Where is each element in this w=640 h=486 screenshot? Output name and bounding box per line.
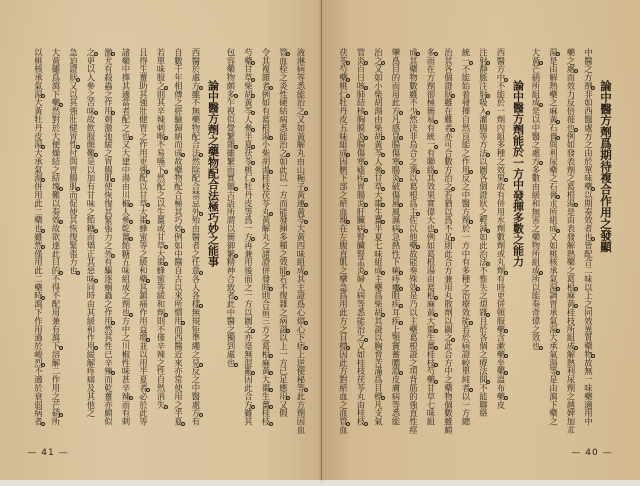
text-column: 大黃雖爲瀉下藥然對於大便燥結之結塊難以奏效故欲達此目的不得不配用兼有瀉下溶解二作用之芒硝所 xyxy=(51,48,61,426)
text-column: 注射靜脈注射吸入灌腸等方法以圖各個證狀之輕減如此治法不惟失之煩雜且於各個之療法間不能聯絡 xyxy=(478,48,489,418)
text-column: 若單味服之則其辛辣刺喉不易嚥下然配之以生薑或甘草大棗蜂蜜等緩和劑則不僅辛辣之性自然消失 xyxy=(156,48,166,409)
text-column: 大黃芒硝所組成是以中醫之處方多數由緩和無害之藥物所組成所以能奏奇偉之效也 xyxy=(531,48,541,351)
text-column: 西醫於處方雖不無藥物配合法然除配合禁忌外殆由醫者之任意各人各樣無規矩準繩之見反之中醫處方有 xyxy=(191,48,201,426)
page-41 xyxy=(0,0,322,480)
text-column: 令其複雜者例如有葛根湯小柴胡湯桂枝茯苓丸黃解丸之諸證併發時則合前三方之葛根麻黃大棗生薑桂枝 xyxy=(261,48,271,426)
page-number: — 40 — xyxy=(571,448,613,458)
text-column: 以桃核承氣湯大黃牡丹皮湯大承氣湯併用此二藥也雖然僅用此二藥時瀉下作用過於峻烈不適於衰弱病者 xyxy=(33,48,44,426)
text-column: 治其各個證狀雖在難者亦可合數方治之若猶以爲不足則此合方兼用丸散劑以圖之此合方中之藥物個數雖頗 xyxy=(443,48,454,434)
section-heading: 論中醫方劑之藥物配合法極巧妙之能事 xyxy=(206,80,220,267)
text-column: 藥之處而效力反倍蓰也例如發表劑之葛根湯是由表發解熱藥之葛根麻黃桂枝所組成解熱利尿劑之越婢加朮 xyxy=(566,48,576,434)
text-column: 多而在方劑卻極簡易有統一有聯絡其效果實偉大也例如葛根湯由葛根麻黃大棗生薑桂枝芍藥甘草七味組 xyxy=(426,48,436,426)
text-column: 包容藥物頗多乍視似覺繁雜雖繁而實簡古語所謂以簡御繁精神合致者此中醫之獨到處也 xyxy=(226,48,236,367)
text-column: 湯是由解熱藥之麻黃石膏與利尿藥之石膏朮所組成又如桃核承氣湯調胃承氣湯大承氣湯等是由瀉下藥之 xyxy=(548,48,559,426)
text-column: 諸藥中擇其適當者配之也又大建中湯由川椒人參乾薑飴糖五味組成之劑也方中之川椒性味甚辛辣而有刺 xyxy=(121,48,131,426)
text-column: 之更以人參之苦味故飲服頗難是以加有甘味之飴糖而矯正其惡味同時由其緩和作用緩解疼痛及其他之 xyxy=(86,48,96,418)
text-column: 成其藥物數雖不少然決非烏合之衆以葛根爲主佐以他藥故能奏殊效是乃以主藥葛根證之項背筋的強直性痙 xyxy=(408,48,419,434)
text-column: 管血栓之炎性硬結病悉能治之如此以一方而能發揮多種之效能若不復雜之病證以上一方已足應用又假 xyxy=(278,48,289,418)
text-column: 中醫之方劑非如西醫處方之由於單味藥以期奏效者也皆配合二味以上之同效異質藥物故無一味藥適用中 xyxy=(583,48,594,426)
text-column: 芍藥甘草柴胡黃芩人參半夏茯苓桃仁牡丹皮等爲一方再兼用後面之一方以圖之亦毫無混亂因此合方雖其 xyxy=(243,48,254,426)
page-number: — 41 — xyxy=(27,448,69,458)
text-column: 管炎百日咳肺結核胸膜炎腸傷寒瘧疾胃腸炎肝臟病腎臟腎盂炎婦人病等悉能治之又如桂枝茯苓丸由桂枝 xyxy=(356,48,366,426)
text-column: 西醫方中不能於一劑內組多種之效果故有併用水劑數劑或丸劑有時更併頓服藥含漱藥坐藥溫布藥皮 xyxy=(496,48,506,409)
chapter-title: 論中醫方劑爲期待複合作用之發顯 xyxy=(599,80,613,253)
text-column: 茯苓芍藥桃仁牡丹皮五味組成因臍下部之瘀血塊在左腹直肌之攣急爲用此方之目標因此方對瘀血之血管血 xyxy=(338,48,349,434)
text-column: 統一不能始着發揮自然良能之作用反之中醫方劑於一方中有多種之治療效能若於病證較單純者以一方總 xyxy=(461,48,471,426)
left-page-text-columns xyxy=(29,48,309,440)
right-page-text-columns xyxy=(334,48,614,440)
text-column: 自數千年相傳之經驗歸納而成故藥物配合極其巧妙例如中醫自古以來所慣用而西醫近來亦常使用之半夏 xyxy=(173,48,184,426)
text-column: 急迫證狀又以其強壯健胃性付與胃腸肌而促使其恢復緊張力也 xyxy=(68,48,79,275)
section-heading: 論中醫方劑能於一方中發揮多數之能力 xyxy=(511,80,525,267)
text-column: 液淋病等悉能治之又如黃解丸由山梔子黃連黃芩大黃四味組成其主證爲心煩心下痞上逆便秘等此方劑因血 xyxy=(296,48,306,434)
text-column: 激尤有殺蟲之作用刺激弛緩之胃腸肌使恢復其緊張力之外有驅逐蛔蟲之作用然其性已辛辣而乾薑亦頗似 xyxy=(103,48,114,426)
text-column: 且得生薑助其強壯健胃之作用更強配以甘草大棗蜂蜜等之緩和藥其鎮痛作用益增並以用半夏者必於此等 xyxy=(138,48,149,426)
text-column: 攣爲目的而用此方凡感冒腸傷寒腸炎破傷風風濕病急熱性下痢痔瘻眼疾耳疾上顎竇蓄膿證皮膚病等悉能 xyxy=(391,48,401,426)
text-column: 治之又如小柴胡湯由柴胡黃芩人參甘草大棗生薑半夏七味組成主藥爲柴胡其證以胸脅苦滿爲目標凡支氣 xyxy=(373,48,384,426)
page-40 xyxy=(322,0,640,480)
